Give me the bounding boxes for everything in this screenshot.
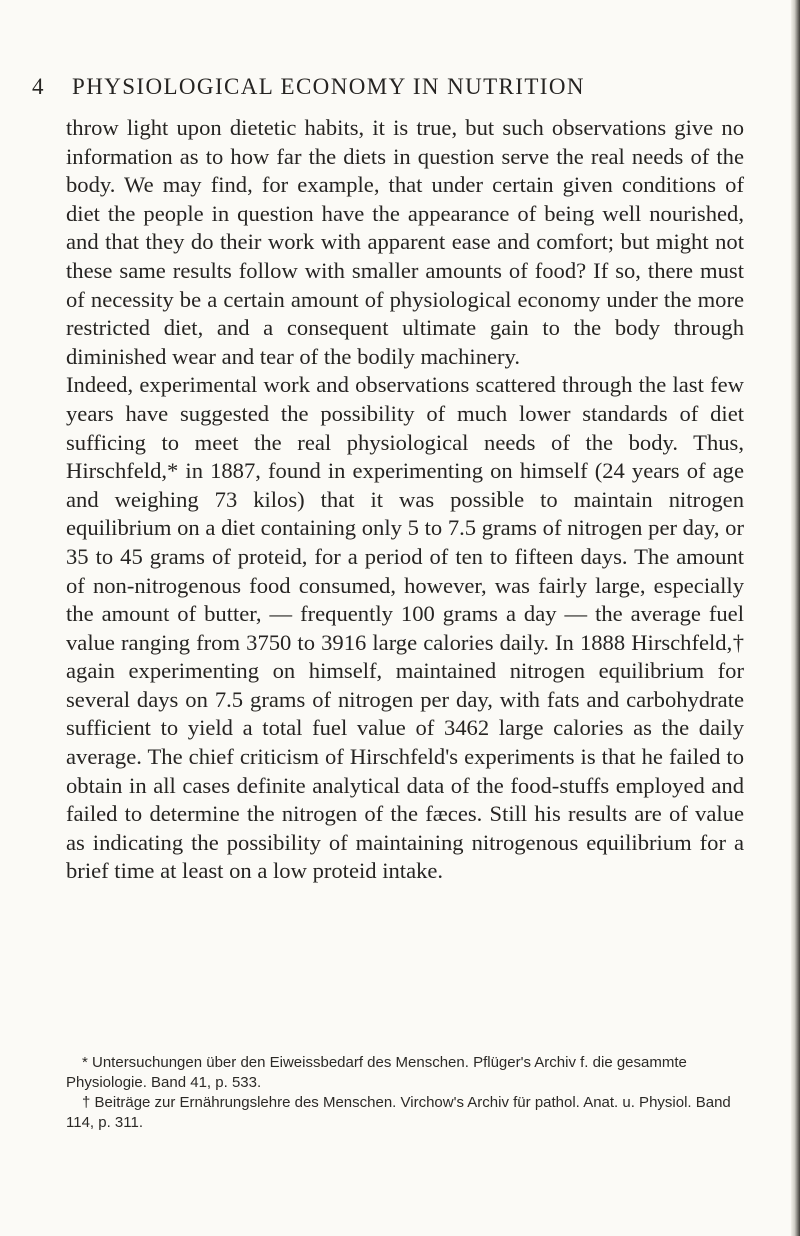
footnote-1-text: * Untersuchungen über den Eiweissbedarf des Menschen. Pflüger's Archiv f. die gesammte Physiologie. Band 41, p. 533.	[66, 1054, 687, 1091]
running-head: PHYSIOLOGICAL ECONOMY IN NUTRITION	[72, 74, 585, 99]
footnotes	[66, 1053, 744, 1133]
footnote-1	[66, 1053, 744, 1093]
page-edge-shadow	[791, 0, 800, 1236]
paragraph-continued: throw light upon dietetic habits, it is true, but such observations give no information as to how far the diets in question serve the real needs of the body. We may find, for example, that under certain given conditions of diet the people in question have the appearance of being well nourished, and that they do their work with apparent ease and comfort; but might not these same results follow with smaller amounts of food? If so, there must of necessity be a certain amount of physiological economy under the more restricted diet, and a consequent ultimate gain to the body through diminished wear and tear of the bodily machinery.	[66, 115, 744, 369]
paragraph-hirschfeld: Indeed, experimental work and observations scattered through the last few years have suggested the possibility of much lower standards of diet sufficing to meet the real physiological needs of the body. Thus, Hirschfeld,* in 1887, found in experimenting on himself (24 years of age and weighing 73 kilos) that it was possible to maintain nitrogen equilibrium on a diet containing only 5 to 7.5 grams of nitrogen per day, or 35 to 45 grams of proteid, for a period of ten to fifteen days. The amount of non-nitrogenous food consumed, however, was fairly large, especially the amount of butter, — frequently 100 grams a day — the average fuel value ranging from 3750 to 3916 large calories daily. In 1888 Hirschfeld,† again experimenting on himself, maintained nitrogen equilibrium for several days on 7.5 grams of nitrogen per day, with fats and carbohydrate sufficient to yield a total fuel value of 3462 large calories as the daily average. The chief criticism of Hirschfeld's experiments is that he failed to obtain in all cases definite analytical data of the food-stuffs employed and failed to determine the nitrogen of the fæces. Still his results are of value as indicating the possibility of maintaining nitrogenous equilibrium for a brief time at least on a low proteid intake.	[66, 372, 744, 884]
page-header	[32, 72, 752, 102]
footnote-2-text: † Beiträge zur Ernährungslehre des Menschen. Virchow's Archiv für pathol. Anat. u. Physiol. Band 114, p. 311.	[66, 1094, 731, 1131]
page-number: 4	[32, 74, 44, 99]
body-text	[66, 114, 744, 886]
footnote-2	[66, 1093, 744, 1133]
